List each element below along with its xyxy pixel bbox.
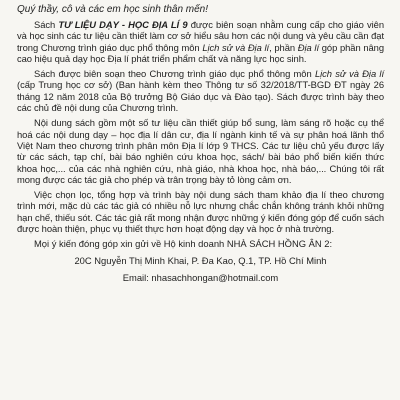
text-span: (cấp Trung học cơ sở) (Ban hành kèm theo Thông tư số 32/2018/TT-BGD ĐT ngày 26 tháng 12 năm 2018 của Bộ trưởng Bộ Giáo dục và Đào tạo). Sách được trình bày theo các chủ đề nội dung của Chương trình. <box>17 79 384 114</box>
paragraph-feedback: Việc chọn lọc, tổng hợp và trình bày nội dung sách tham khảo địa lí theo chương trình mới, mặc dù các tác giả có nhiều nỗ lực nhưng chắc chắn không tránh khỏi những hạn chế, thiếu sót. Các tác giả rất mong nhận được những ý kiến đóng góp để cuốn sách được hoàn thiện, phục vụ thiết thực hơn hoạt động dạy và học ở nhà trường. <box>17 189 384 235</box>
subject-name: Lịch sử và Địa lí <box>314 68 384 80</box>
text-span: được biên soạn nhằm cung cấp cho giáo viên và học sinh các tư liệu cần thiết làm cơ sở hiểu sâu hơn các nội dung và yêu cầu cần đạt trong Chương trình giáo dục phổ thông môn <box>17 19 384 53</box>
text-span: góp phần nâng cao hiệu quả dạy học Địa lí phát triển phẩm chất và năng lực học sinh. <box>17 41 385 64</box>
contact-line: Mọi ý kiến đóng góp xin gửi về Hộ kinh doanh NHÀ SÁCH HỒNG ÂN 2: <box>34 238 333 250</box>
text-span: Sách <box>34 19 59 30</box>
book-title: TƯ LIỆU DẠY - HỌC ĐỊA LÍ 9 <box>58 19 188 30</box>
text-span: , phần <box>269 41 298 53</box>
contact-block <box>17 238 384 283</box>
contact-email: Email: nhasachhongan@hotmail.com <box>122 271 279 283</box>
paragraph-intro <box>17 19 384 64</box>
subject-name: Địa lí <box>297 41 320 53</box>
paragraph-curriculum <box>17 68 384 113</box>
contact-address: 20C Nguyễn Thị Minh Khai, P. Đa Kao, Q.1, TP. Hồ Chí Minh <box>74 254 327 266</box>
paragraph-content: Nội dung sách gồm một số tư liệu cần thiết giúp bổ sung, làm sáng rõ hoặc cụ thể hoá các nội dung dạy – học địa lí dân cư, địa lí ngành kinh tế và sự phân hoá lãnh thổ Việt Nam theo chương trình phân môn Địa lí lớp 9 THCS. Các tư liệu chủ yếu được lấy từ các sách, tạp chí, bài báo nghiên cứu khoa học, sách/ bài báo phổ biến kiến thức khoa học,... của các nhà nghiên cứu, nhà giáo, nhà khoa học, nhà báo,... Chúng tôi rất mong được các tác giả cho phép và trân trọng bày tỏ lòng cảm ơn. <box>17 117 384 185</box>
subject-name: Lịch sử và Địa lí <box>202 41 270 53</box>
greeting: Quý thầy, cô và các em học sinh thân mến! <box>17 4 209 15</box>
text-span: Sách được biên soạn theo Chương trình giáo dục phổ thông môn <box>34 68 315 80</box>
